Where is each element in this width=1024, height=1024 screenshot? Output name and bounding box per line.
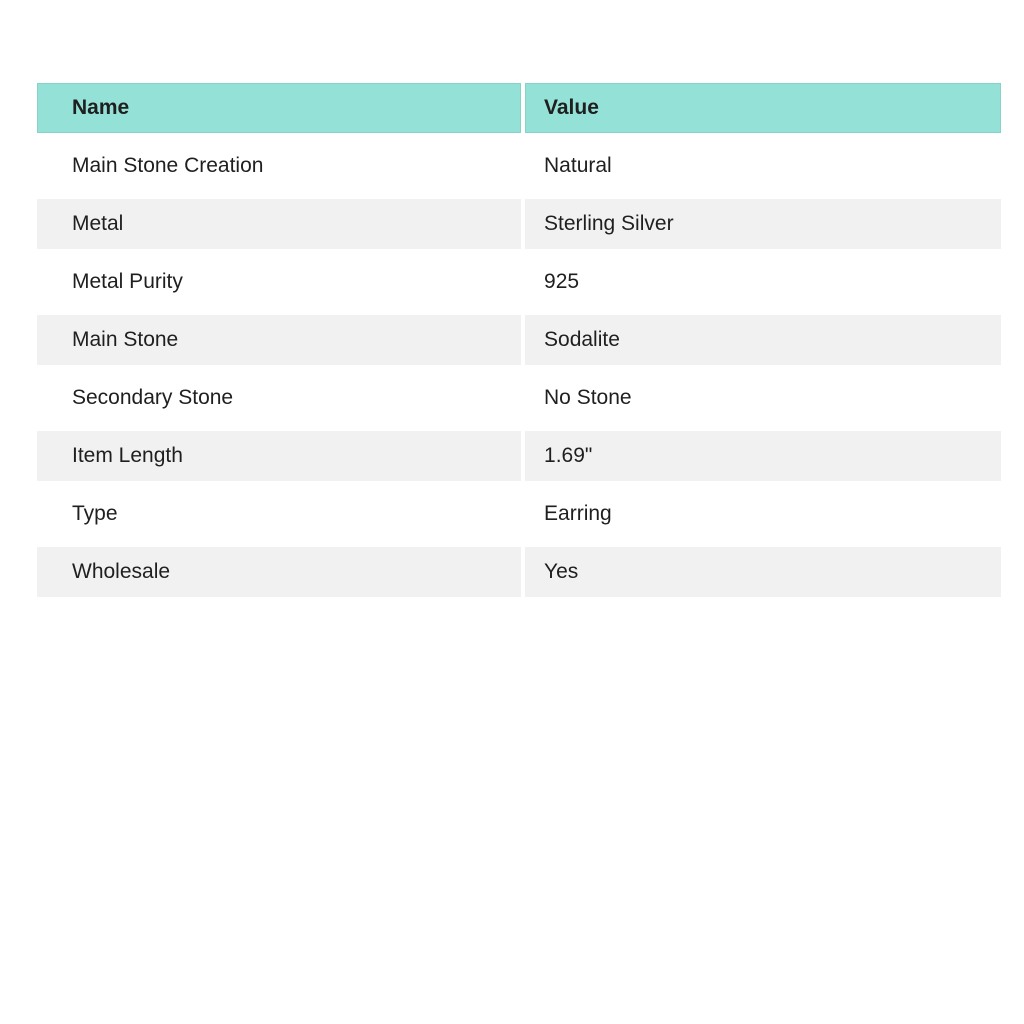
spec-name-cell: Metal Purity: [37, 257, 525, 307]
table-row: [37, 257, 1001, 307]
spec-name-cell: Main Stone Creation: [37, 141, 525, 191]
table-row: [37, 373, 1001, 423]
header-row: [37, 83, 1001, 133]
table-row: [37, 489, 1001, 539]
spec-value-cell: Yes: [525, 547, 1001, 597]
table-row: [37, 199, 1001, 249]
spec-name-cell: Type: [37, 489, 525, 539]
spec-value-cell: Sodalite: [525, 315, 1001, 365]
spec-name-cell: Wholesale: [37, 547, 525, 597]
spec-name-cell: Item Length: [37, 431, 525, 481]
table-row: [37, 431, 1001, 481]
spec-value-cell: Earring: [525, 489, 1001, 539]
spec-table-header: [37, 83, 1001, 133]
table-row: [37, 547, 1001, 597]
spec-table-body: [37, 141, 1001, 597]
header-cell-name: Name: [37, 83, 525, 133]
spec-value-cell: No Stone: [525, 373, 1001, 423]
spec-value-cell: 925: [525, 257, 1001, 307]
table-row: [37, 141, 1001, 191]
spec-value-cell: Natural: [525, 141, 1001, 191]
spec-value-cell: 1.69": [525, 431, 1001, 481]
spec-name-cell: Metal: [37, 199, 525, 249]
table-row: [37, 315, 1001, 365]
header-cell-value: Value: [525, 83, 1001, 133]
product-spec-table: [37, 75, 1001, 605]
spec-name-cell: Secondary Stone: [37, 373, 525, 423]
spec-value-cell: Sterling Silver: [525, 199, 1001, 249]
spec-name-cell: Main Stone: [37, 315, 525, 365]
